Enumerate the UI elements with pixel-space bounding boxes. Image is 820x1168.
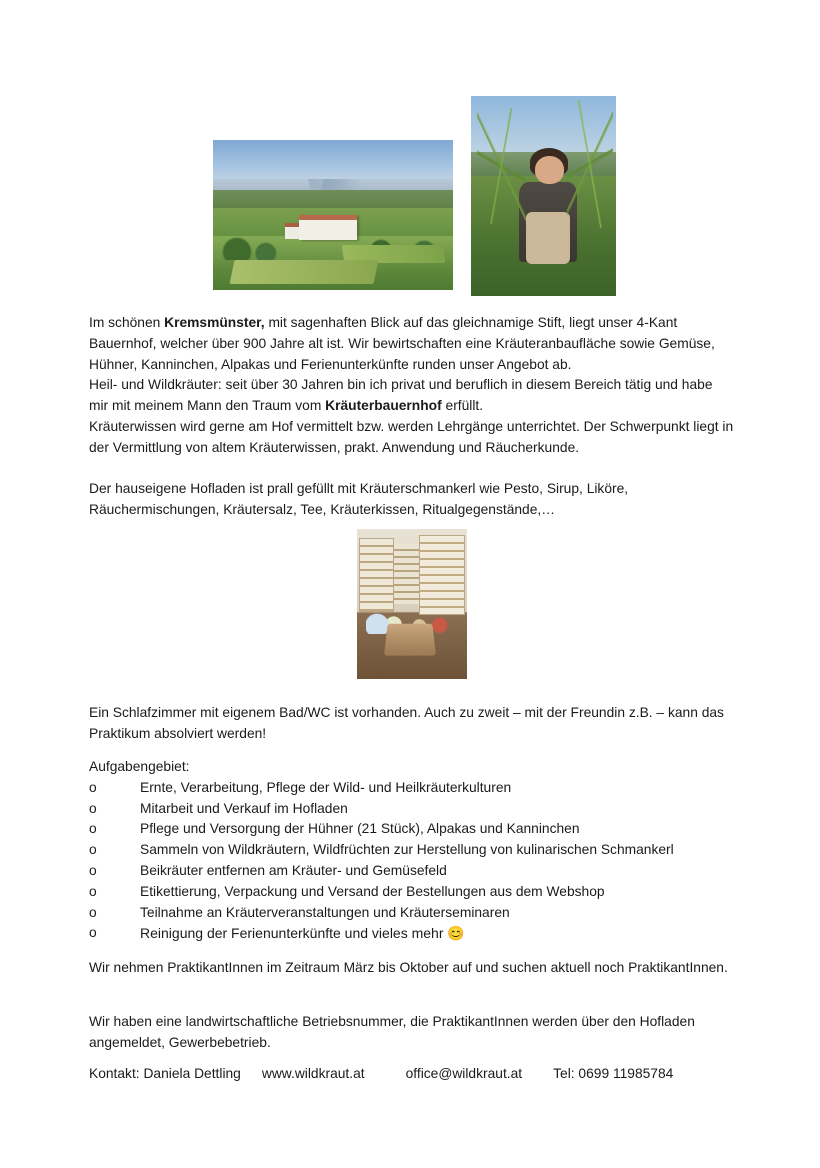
header-photo-band — [0, 96, 820, 301]
list-item — [89, 861, 734, 882]
woman-herbs-photo — [471, 96, 616, 296]
intro-text — [89, 313, 734, 459]
bullet-marker: o — [89, 883, 97, 899]
farm-landscape-photo — [213, 140, 453, 290]
crop-field-lower — [230, 260, 379, 284]
list-item — [89, 882, 734, 903]
shop-paragraph: Der hauseigene Hofladen ist prall gefüllt mit Kräuterschmankerl wie Pesto, Sirup, Liköre, Räuchermischungen, Kräutersalz, Tee, Kräuterkissen, Ritualgegenstände,… — [89, 481, 629, 517]
tasks-list — [89, 778, 734, 944]
intro-line1-a: Im schönen — [89, 315, 165, 330]
accommodation-paragraph: Ein Schlafzimmer mit eigenem Bad/WC ist vorhanden. Auch zu zweit – mit der Freundin z.B. – kann das Praktikum absolviert werden! — [89, 705, 724, 741]
list-item — [89, 819, 734, 840]
place-name-bold: Kremsmünster, — [164, 315, 265, 330]
person-apron — [526, 212, 570, 264]
bullet-marker: o — [89, 862, 97, 878]
contact-email-link[interactable]: office@wildkraut.at — [405, 1066, 523, 1081]
period-paragraph: Wir nehmen PraktikantInnen im Zeitraum März bis Oktober auf und suchen aktuell noch PraktikantInnen. — [89, 960, 728, 975]
shop-text — [89, 479, 734, 521]
bullet-marker: o — [89, 842, 97, 858]
contact-row — [89, 1064, 734, 1085]
intro-paragraph-1 — [89, 313, 734, 375]
intro-line2-b: erfüllt. — [441, 398, 484, 414]
list-item — [89, 799, 734, 820]
list-item — [89, 923, 734, 944]
list-item-label: Teilnahme an Kräuterveranstaltungen und Kräuterseminaren — [140, 904, 510, 920]
display-table — [384, 624, 436, 656]
farm-shop-photo — [357, 529, 467, 679]
contact-phone: Tel: 0699 11985784 — [553, 1066, 674, 1081]
list-item-label: Beikräuter entfernen am Kräuter- und Gemüsefeld — [140, 862, 447, 878]
bullet-marker: o — [89, 904, 97, 920]
kraeuterbauernhof-bold: Kräuterbauernhof — [325, 398, 442, 414]
contact-line — [89, 1064, 734, 1085]
list-item-label: Sammeln von Wildkräutern, Wildfrüchten zur Herstellung von kulinarischen Schmankerl — [140, 842, 674, 858]
shelf-left — [359, 538, 394, 612]
list-item — [89, 840, 734, 861]
bullet-marker: o — [89, 821, 97, 837]
person-face — [535, 156, 564, 184]
intro-line2-a: Heil- und Wildkräuter: seit über 30 Jahren bin ich privat und beruflich in diesem Bereich tätig und habe mir mit meinem Mann den Traum vom — [89, 377, 713, 414]
list-item-label: Reinigung der Ferienunterkünfte und vieles mehr 😊 — [140, 925, 465, 942]
period-text — [89, 958, 734, 979]
bullet-marker: o — [89, 779, 97, 795]
list-item — [89, 903, 734, 924]
registration-paragraph: Wir haben eine landwirtschaftliche Betriebsnummer, die PraktikantInnen werden über den Hofladen angemeldet, Gewerbebetrieb. — [89, 1014, 695, 1050]
intro-paragraph-3: Kräuterwissen wird gerne am Hof vermittelt bzw. werden Lehrgänge unterrichtet. Der Schwerpunkt liegt in der Vermittlung von altem Kräuterwissen, prakt. Anwendung und Räucherkunde. — [89, 418, 734, 455]
contact-website-link[interactable]: www.wildkraut.at — [261, 1066, 365, 1081]
list-item — [89, 778, 734, 799]
list-item-label: Pflege und Versorgung der Hühner (21 Stück), Alpakas und Kanninchen — [140, 821, 580, 837]
intro-paragraph-2 — [89, 375, 734, 417]
contact-name: Kontakt: Daniela Dettling — [89, 1066, 241, 1081]
list-item-label: Mitarbeit und Verkauf im Hofladen — [140, 800, 348, 816]
registration-text — [89, 1012, 734, 1054]
intro-line1-b: mit sagenhaften Blick auf das gleichnamige Stift, liegt unser 4-Kant Bauernhof, welcher über 900 Jahre alt ist. Wir bewirtschaften eine Kräuteranbaufläche sowie Gemüse, Hühner, Kanninchen, Alpakas und Ferienunterkünfte runden unser Angebot ab. — [89, 315, 715, 372]
list-item-label: Ernte, Verarbeitung, Pflege der Wild- und Heilkräuterkulturen — [140, 779, 512, 795]
tasks-heading: Aufgabengebiet: — [89, 759, 190, 774]
tasks-section — [89, 757, 734, 944]
bullet-marker: o — [89, 925, 97, 941]
shelf-right — [419, 535, 465, 615]
bullet-marker: o — [89, 800, 97, 816]
herb-plant-right — [567, 100, 613, 228]
herb-plant-left — [477, 108, 526, 224]
list-item-label: Etikettierung, Verpackung und Versand der Bestellungen aus dem Webshop — [140, 883, 605, 899]
accommodation-text — [89, 703, 734, 745]
